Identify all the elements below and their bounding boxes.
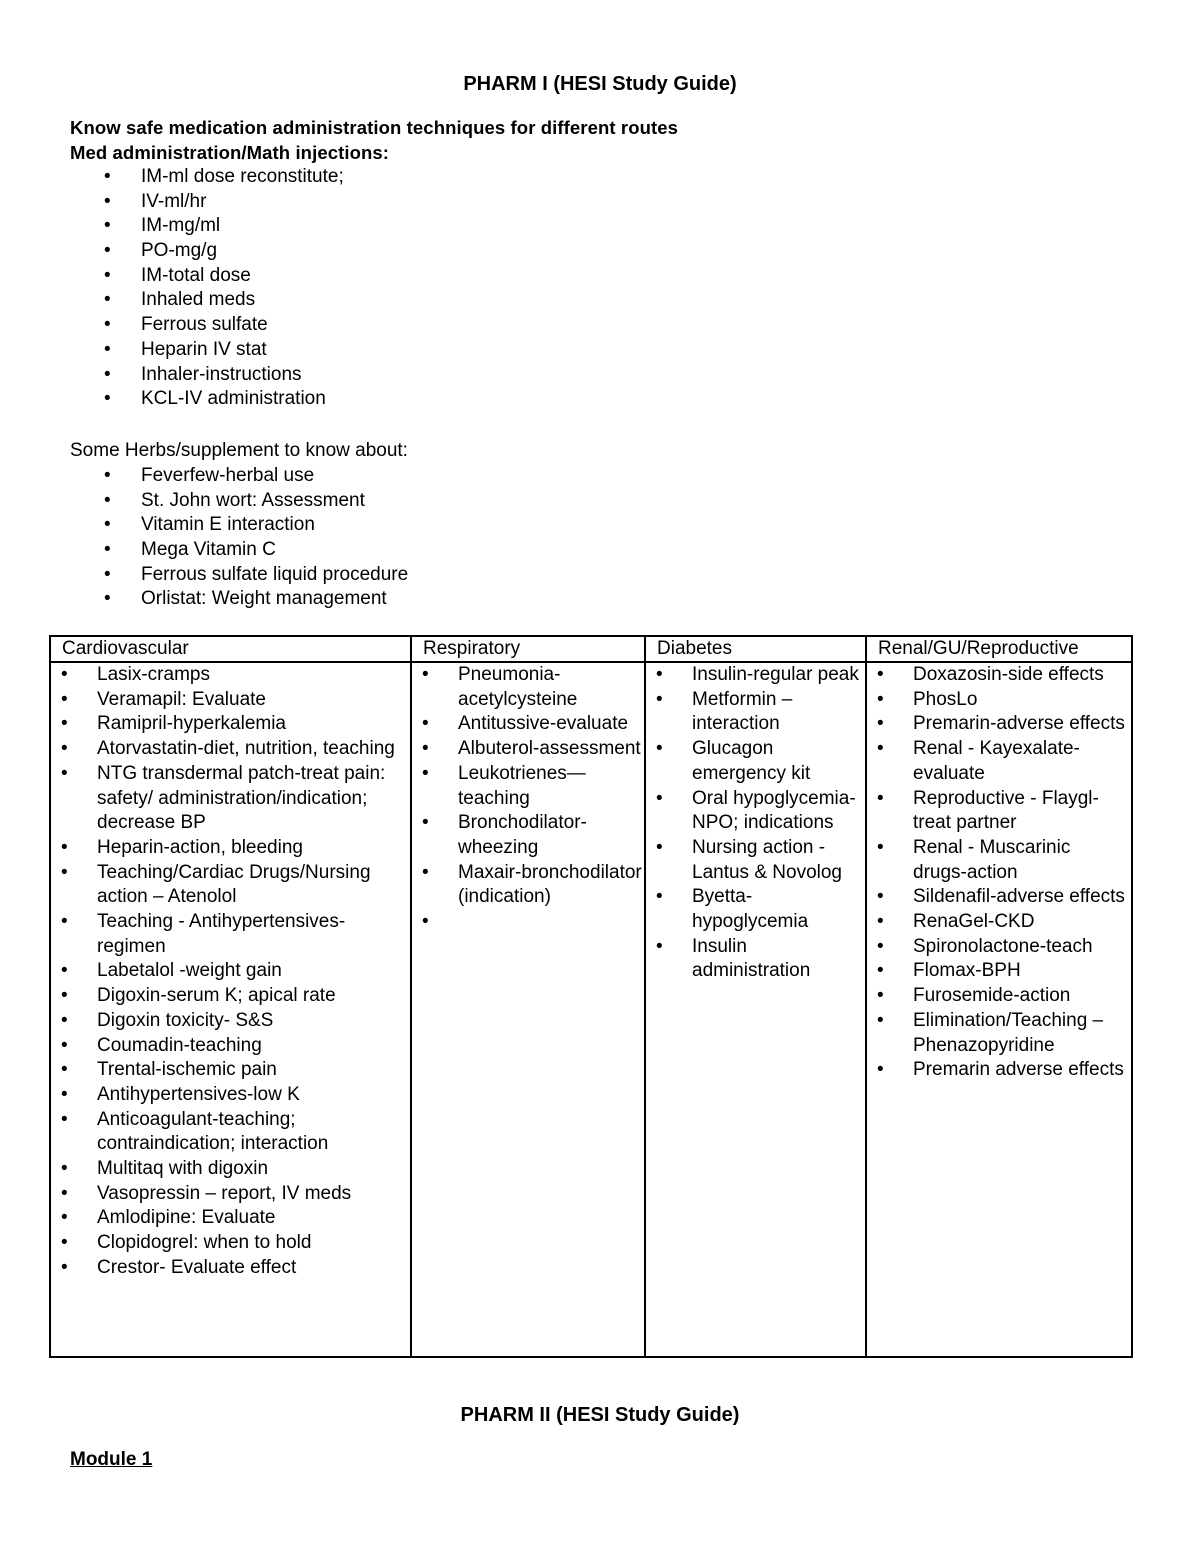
list-item: • Metformin – interaction bbox=[646, 688, 865, 737]
list-item: • KCL-IV administration bbox=[0, 387, 344, 412]
list-item bbox=[412, 910, 644, 935]
list-item: • Crestor- Evaluate effect bbox=[51, 1256, 410, 1281]
list-item: • Antihypertensives-low K bbox=[51, 1083, 410, 1108]
routes-heading: Know safe medication administration techniques for different routes bbox=[70, 117, 679, 138]
list-item: • St. John wort: Assessment bbox=[0, 489, 408, 514]
list-item: • Feverfew-herbal use bbox=[0, 464, 408, 489]
cardiovascular-cell bbox=[50, 662, 411, 1357]
list-item: • Digoxin toxicity- S&S bbox=[51, 1009, 410, 1034]
list-item: • Multitaq with digoxin bbox=[51, 1157, 410, 1182]
list-item: • IM-total dose bbox=[0, 264, 344, 289]
list-item: • Heparin IV stat bbox=[0, 338, 344, 363]
list-item: • Inhaler-instructions bbox=[0, 363, 344, 388]
list-item: • IM-ml dose reconstitute; bbox=[0, 165, 344, 190]
math-heading: Med administration/Math injections: bbox=[70, 142, 390, 163]
header-cardiovascular: Cardiovascular bbox=[50, 636, 411, 662]
respiratory-list bbox=[412, 663, 644, 935]
list-item: • Insulin administration bbox=[646, 935, 865, 984]
renal-cell bbox=[866, 662, 1132, 1357]
list-item: • Coumadin-teaching bbox=[51, 1034, 410, 1059]
list-item: • Vasopressin – report, IV meds bbox=[51, 1182, 410, 1207]
list-item: • Clopidogrel: when to hold bbox=[51, 1231, 410, 1256]
list-item: • Lasix-cramps bbox=[51, 663, 410, 688]
module-heading: Module 1 bbox=[70, 1449, 153, 1470]
list-item: • Pneumonia-acetylcysteine bbox=[412, 663, 644, 712]
list-item: • Oral hypoglycemia-NPO; indications bbox=[646, 787, 865, 836]
list-item: • RenaGel-CKD bbox=[867, 910, 1131, 935]
list-item: • Heparin-action, bleeding bbox=[51, 836, 410, 861]
list-item: • Renal - Muscarinic drugs-action bbox=[867, 836, 1131, 885]
list-item: • Glucagon emergency kit bbox=[646, 737, 865, 786]
list-item: • Inhaled meds bbox=[0, 288, 344, 313]
list-item: • Anticoagulant-teaching; contraindication; interaction bbox=[51, 1108, 410, 1157]
respiratory-cell bbox=[411, 662, 645, 1357]
list-item: • Atorvastatin-diet, nutrition, teaching bbox=[51, 737, 410, 762]
list-item: • Flomax-BPH bbox=[867, 959, 1131, 984]
list-item: • Furosemide-action bbox=[867, 984, 1131, 1009]
list-item: • Amlodipine: Evaluate bbox=[51, 1206, 410, 1231]
list-item: • Teaching - Antihypertensives-regimen bbox=[51, 910, 410, 959]
list-item: • Renal - Kayexalate-evaluate bbox=[867, 737, 1131, 786]
list-item: • Nursing action - Lantus & Novolog bbox=[646, 836, 865, 885]
list-item: • Veramapil: Evaluate bbox=[51, 688, 410, 713]
herbs-intro: Some Herbs/supplement to know about: bbox=[70, 440, 408, 461]
list-item: • Spironolactone-teach bbox=[867, 935, 1131, 960]
diabetes-cell bbox=[645, 662, 866, 1357]
list-item: • Orlistat: Weight management bbox=[0, 587, 408, 612]
header-respiratory: Respiratory bbox=[411, 636, 645, 662]
list-item: • Antitussive-evaluate bbox=[412, 712, 644, 737]
list-item: • Albuterol-assessment bbox=[412, 737, 644, 762]
list-item: • Sildenafil-adverse effects bbox=[867, 885, 1131, 910]
list-item: • Byetta-hypoglycemia bbox=[646, 885, 865, 934]
table-header-row bbox=[50, 636, 1132, 662]
section-title: PHARM II (HESI Study Guide) bbox=[460, 1404, 740, 1426]
list-item: • Bronchodilator-wheezing bbox=[412, 811, 644, 860]
table-row bbox=[50, 662, 1132, 1357]
cardiovascular-list bbox=[51, 663, 410, 1281]
list-item: • Digoxin-serum K; apical rate bbox=[51, 984, 410, 1009]
list-item: • Ramipril-hyperkalemia bbox=[51, 712, 410, 737]
list-item: • PhosLo bbox=[867, 688, 1131, 713]
list-item: • IV-ml/hr bbox=[0, 190, 344, 215]
list-item: • Trental-ischemic pain bbox=[51, 1058, 410, 1083]
herbs-list bbox=[0, 464, 408, 612]
list-item: • Elimination/Teaching – Phenazopyridine bbox=[867, 1009, 1131, 1058]
list-item: • Maxair-bronchodilator (indication) bbox=[412, 861, 644, 910]
list-item: • Reproductive - Flaygl-treat partner bbox=[867, 787, 1131, 836]
list-item: • Mega Vitamin C bbox=[0, 538, 408, 563]
renal-list bbox=[867, 663, 1131, 1083]
header-renal: Renal/GU/Reproductive bbox=[866, 636, 1132, 662]
list-item: • Vitamin E interaction bbox=[0, 513, 408, 538]
list-item: • Premarin adverse effects bbox=[867, 1058, 1131, 1083]
list-item: • NTG transdermal patch-treat pain: safety/ administration/indication; decrease BP bbox=[51, 762, 410, 836]
list-item: • Premarin-adverse effects bbox=[867, 712, 1131, 737]
diabetes-list bbox=[646, 663, 865, 984]
list-item: • Teaching/Cardiac Drugs/Nursing action – Atenolol bbox=[51, 861, 410, 910]
list-item: • Labetalol -weight gain bbox=[51, 959, 410, 984]
list-item: • Ferrous sulfate bbox=[0, 313, 344, 338]
list-item: • IM-mg/ml bbox=[0, 214, 344, 239]
math-list bbox=[0, 165, 344, 412]
drug-category-table bbox=[49, 635, 1133, 1358]
list-item: • Leukotrienes—teaching bbox=[412, 762, 644, 811]
header-diabetes: Diabetes bbox=[645, 636, 866, 662]
list-item: • PO-mg/g bbox=[0, 239, 344, 264]
list-item: • Doxazosin-side effects bbox=[867, 663, 1131, 688]
list-item: • Insulin-regular peak bbox=[646, 663, 865, 688]
page-title: PHARM I (HESI Study Guide) bbox=[463, 73, 737, 95]
list-item: • Ferrous sulfate liquid procedure bbox=[0, 563, 408, 588]
